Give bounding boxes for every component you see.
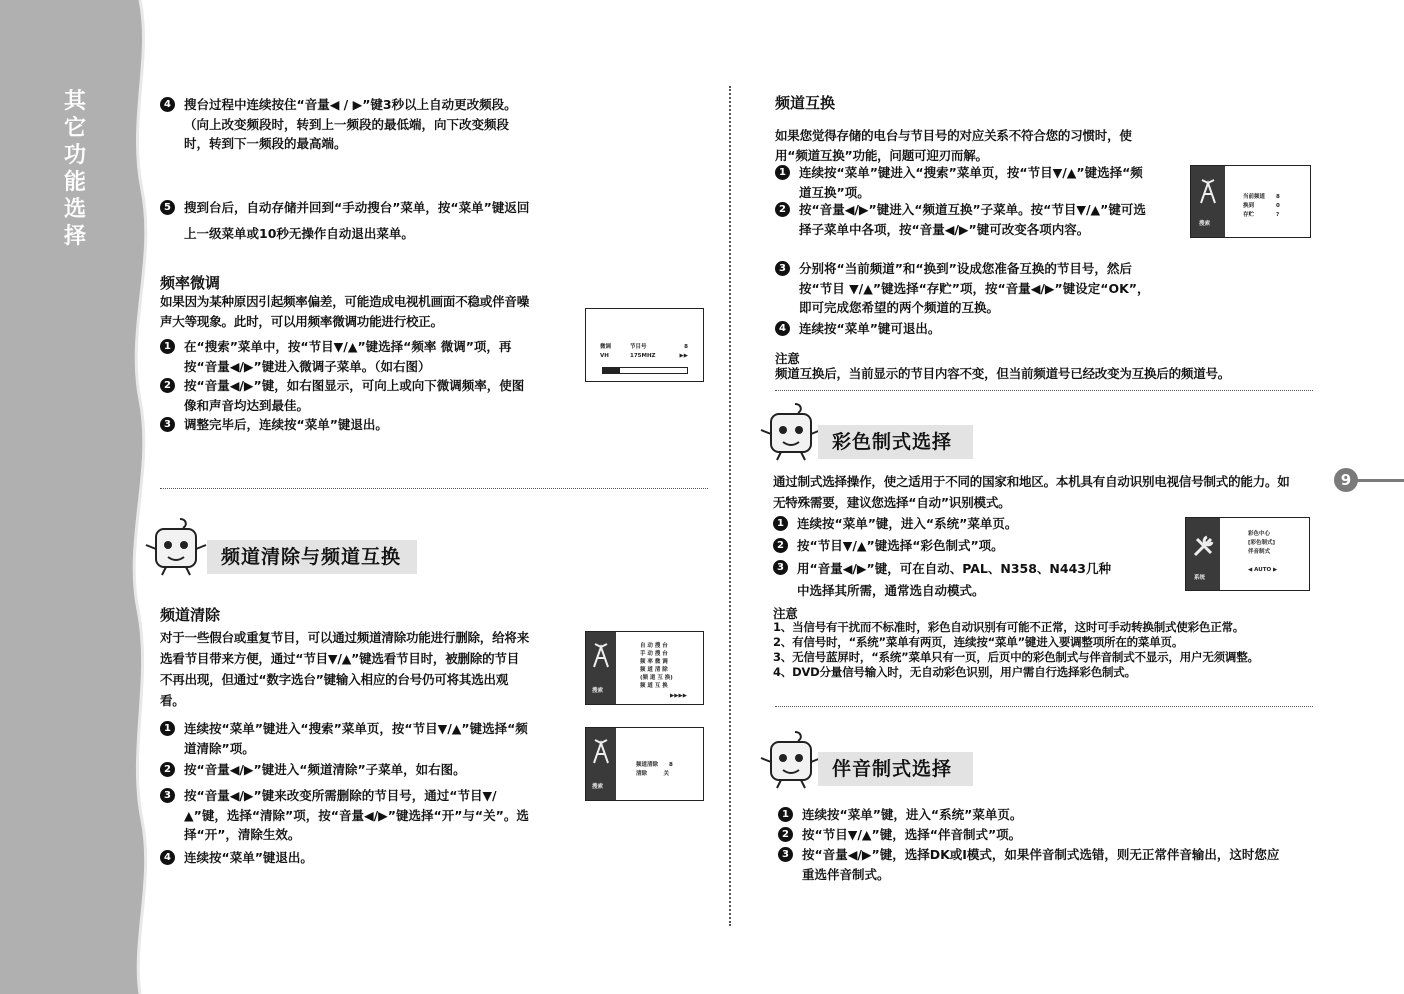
screen-side-label: 搜索 bbox=[592, 688, 604, 694]
divider bbox=[775, 706, 1313, 707]
screen-col-2: 节目号 175MHZ bbox=[630, 344, 656, 359]
screen-col-3: 8 ▶▶ bbox=[679, 344, 688, 359]
clear-step-2: 2 按“音量◀/▶”键进入“频道清除”子菜单，如右图。 bbox=[160, 760, 540, 780]
clear-swap-banner: 频道清除与频道互换 bbox=[207, 540, 417, 574]
color-step-3: 3 用“音量◀/▶”键，可在自动、PAL、N358、N443几种中选择其所需，通常选自动模式。 bbox=[773, 558, 1118, 602]
page-number: 9 bbox=[1334, 468, 1358, 492]
system-menu-lines: 彩色中心 [彩色制式] 伴音制式 bbox=[1248, 531, 1276, 555]
screen-col-1: 微调 VH bbox=[600, 344, 612, 359]
color-note-1: 1、当信号有干扰而不标准时，彩色自动识别有可能不正常，这时可手动转换制式使彩色正常。 bbox=[773, 620, 1245, 634]
sound-system-banner: 伴音制式选择 bbox=[818, 752, 973, 786]
divider bbox=[775, 390, 1313, 391]
sound-step-2: 2 按“节目▼/▲”键，选择“伴音制式”项。 bbox=[778, 825, 1278, 845]
step-number: 1 bbox=[778, 807, 793, 822]
mascot-icon bbox=[140, 515, 210, 577]
search-menu-lines: 自 动 搜 台 手 动 搜 台 频 率 微 调 频 道 清 除 (频 道 互 换) 频 道 互 换 bbox=[640, 643, 673, 689]
fine-tune-progress bbox=[602, 367, 688, 374]
color-note-2: 2、有信号时，“系统”菜单有两页，连续按“菜单”键进入要调整项所在的菜单页。 bbox=[773, 635, 1184, 649]
search-step-5: 5 搜到台后，自动存储并回到“手动搜台”菜单，按“菜单”键返回上一级菜单或10秒无操作自动退出菜单。 bbox=[160, 195, 530, 247]
step-number: 4 bbox=[775, 321, 790, 336]
color-intro: 通过制式选择操作，使之适用于不同的国家和地区。本机具有自动识别电视信号制式的能力。如无特殊需要，建议您选择“自动”识别模式。 bbox=[773, 474, 1290, 510]
fine-tune-step-1: 1 在“搜索”菜单中，按“节目▼/▲”键选择“频率 微调”项，再按“音量◀/▶”键进入微调子菜单。（如右图） bbox=[160, 337, 530, 376]
fine-tune-intro: 如果因为某种原因引起频率偏差，可能造成电视机画面不稳或伴音噪声大等现象。此时，可以用频率微调功能进行校正。 bbox=[160, 294, 530, 329]
swap-intro: 如果您觉得存储的电台与节目号的对应关系不符合您的习惯时，使用“频道互换”功能，问题可迎刃而解。 bbox=[775, 128, 1132, 163]
step-number: 3 bbox=[778, 847, 793, 862]
mascot-icon bbox=[755, 400, 825, 462]
swap-note-title: 注意 bbox=[775, 351, 800, 366]
swap-heading: 频道互换 bbox=[775, 94, 836, 112]
swap-menu-screen bbox=[1190, 165, 1311, 238]
step-number: 1 bbox=[160, 339, 175, 354]
fine-tune-heading: 频率微调 bbox=[160, 274, 221, 292]
color-note-title: 注意 bbox=[773, 606, 798, 621]
page-number-tab bbox=[1356, 479, 1404, 482]
step-number: 4 bbox=[160, 850, 175, 865]
step-number: 3 bbox=[160, 417, 175, 432]
color-notes bbox=[773, 620, 1328, 680]
step-number: 1 bbox=[775, 165, 790, 180]
color-step-2: 2 按“节目▼/▲”键选择“彩色制式”项。 bbox=[773, 536, 1173, 556]
clear-heading: 频道清除 bbox=[160, 606, 221, 624]
sound-step-1: 1 连续按“菜单”键，进入“系统”菜单页。 bbox=[778, 805, 1278, 825]
system-menu-value: ◀ AUTO ▶ bbox=[1248, 567, 1278, 573]
screen-side-panel bbox=[1191, 166, 1225, 237]
search-step-4: 4 搜台过程中连续按住“音量◀ / ▶”键3秒以上自动更改频段。（向上改变频段时，转到上一频段的最低端，向下改变频段时，转到下一频段的最高端。 bbox=[160, 95, 525, 154]
color-system-banner: 彩色制式选择 bbox=[818, 425, 973, 459]
clear-intro: 对于一些假台或重复节目，可以通过频道清除功能进行删除，给将来选看节目带来方便，通过“节目▼/▲”键选看节目时，被删除的节目不再出现，但通过“数字选台”键输入相应的台号仍可将其选出观看。 bbox=[160, 630, 530, 708]
divider bbox=[160, 488, 708, 489]
section-title-vertical: 其 它 功 能 选 择 bbox=[63, 89, 86, 249]
color-note-4: 4、DVD分量信号输入时，无自动彩色识别，用户需自行选择彩色制式。 bbox=[773, 665, 1136, 679]
swap-step-1: 1 连续按“菜单”键进入“搜索”菜单页，按“节目▼/▲”键选择“频道互换”项。 bbox=[775, 163, 1155, 202]
swap-menu-lines: 当前频道 8 换到 0 存贮 ? bbox=[1243, 194, 1280, 218]
step-number: 3 bbox=[160, 788, 175, 803]
step-number: 2 bbox=[775, 202, 790, 217]
swap-step-4: 4 连续按“菜单”键可退出。 bbox=[775, 319, 1155, 339]
color-note-3: 3、无信号蓝屏时，“系统”菜单只有一页，后页中的彩色制式与伴音制式不显示，用户无须调整。 bbox=[773, 650, 1259, 664]
screen-side-panel bbox=[586, 728, 616, 800]
clear-step-3: 3 按“音量◀/▶”键来改变所需删除的节目号，通过“节目▼/▲”键，选择“清除”项，按“音量◀/▶”键选择“开”与“关”。选择“开”，清除生效。 bbox=[160, 786, 530, 845]
swap-note: 频道互换后，当前显示的节目内容不变，但当前频道号已经改变为互换后的频道号。 bbox=[775, 366, 1231, 381]
swap-step-2: 2 按“音量◀/▶”键进入“频道互换”子菜单。按“节目▼/▲”键可选择子菜单中各项，按“音量◀/▶”键可改变各项内容。 bbox=[775, 200, 1155, 239]
fine-tune-screen bbox=[585, 308, 704, 382]
color-step-1: 1 连续按“菜单”键，进入“系统”菜单页。 bbox=[773, 514, 1173, 534]
clear-menu-lines: 频道清除 8 清除 关 bbox=[636, 762, 673, 777]
step-number: 2 bbox=[773, 538, 788, 553]
step-number: 3 bbox=[773, 560, 788, 575]
screen-arrows: ▶▶▶▶ bbox=[670, 693, 687, 699]
clear-step-1: 1 连续按“菜单”键进入“搜索”菜单页，按“节目▼/▲”键选择“频道清除”项。 bbox=[160, 719, 540, 758]
swap-step-3: 3 分别将“当前频道”和“换到”设成您准备互换的节目号，然后按“节目 ▼/▲”键选择“存贮”项，按“音量◀/▶”键设定“OK”，即可完成您希望的两个频道的互换。 bbox=[775, 259, 1155, 318]
step-number: 1 bbox=[160, 721, 175, 736]
step-number: 4 bbox=[160, 97, 175, 112]
search-menu-screen bbox=[585, 631, 704, 705]
step-number: 1 bbox=[773, 516, 788, 531]
step-number: 5 bbox=[160, 200, 175, 215]
tools-icon bbox=[1192, 534, 1214, 558]
screen-side-label: 搜索 bbox=[592, 784, 604, 790]
antenna-icon bbox=[1198, 178, 1218, 206]
sound-step-3: 3 按“音量◀/▶”键，选择DK或I模式，如果伴音制式选错，则无正常伴音输出，这时您应重选伴音制式。 bbox=[778, 845, 1288, 884]
antenna-icon bbox=[591, 642, 611, 670]
screen-side-panel bbox=[1186, 518, 1220, 590]
fine-tune-step-2: 2 按“音量◀/▶”键，如右图显示，可向上或向下微调频率，使图像和声音均达到最佳。 bbox=[160, 376, 530, 415]
clear-menu-screen bbox=[585, 727, 704, 801]
clear-step-4: 4 连续按“菜单”键退出。 bbox=[160, 848, 530, 868]
step-number: 2 bbox=[778, 827, 793, 842]
system-menu-screen bbox=[1185, 517, 1310, 591]
page-divider bbox=[729, 86, 731, 926]
step-number: 2 bbox=[160, 762, 175, 777]
antenna-icon bbox=[591, 738, 611, 766]
mascot-icon bbox=[755, 728, 825, 790]
step-number: 2 bbox=[160, 378, 175, 393]
screen-side-label: 系统 bbox=[1194, 575, 1206, 581]
screen-side-panel bbox=[586, 632, 616, 704]
screen-side-label: 搜索 bbox=[1199, 221, 1211, 227]
fine-tune-step-3: 3 调整完毕后，连续按“菜单”键退出。 bbox=[160, 415, 530, 435]
step-number: 3 bbox=[775, 261, 790, 276]
